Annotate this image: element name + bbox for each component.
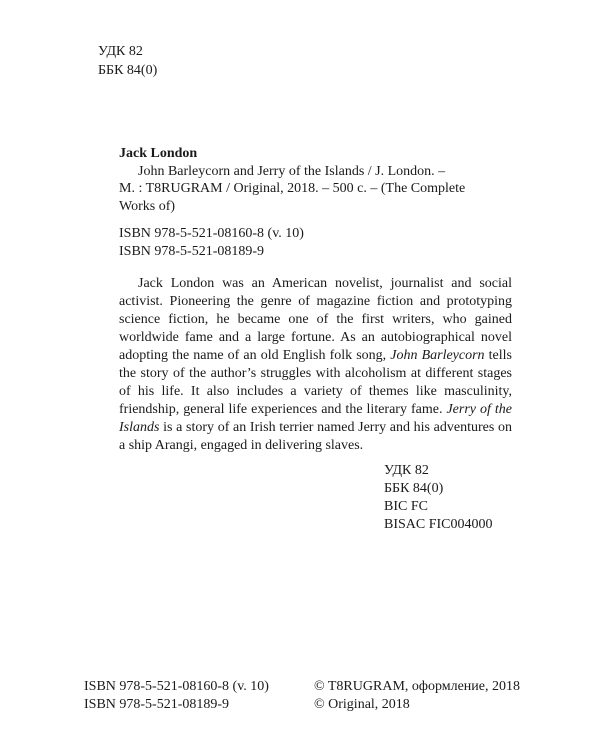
author-name: Jack London <box>119 146 198 161</box>
isbn-volume: ISBN 978-5-521-08160-8 (v. 10) <box>119 226 304 241</box>
annotation-text-1: Jack London was an American novelist, journalist and social activist. Pioneering the genre of magazine fiction and prototyping science fiction, he became one of the first writers, who gained worldwide fame and a large fortune. As an autobiographical novel adopting the name of an old English folk song, <box>119 276 512 363</box>
copyright-block <box>314 678 520 714</box>
catalog-line-2: M. : T8RUGRAM / Original, 2018. – 500 с. – (The Complete <box>119 181 466 196</box>
bisac-code: BISAC FIC004000 <box>384 517 493 532</box>
bic-code: BIC FC <box>384 499 428 514</box>
udk-code: УДК 82 <box>98 44 143 59</box>
copyright-original: © Original, 2018 <box>314 697 410 712</box>
annotation-paragraph <box>119 275 512 455</box>
copyright-design: © T8RUGRAM, оформление, 2018 <box>314 679 521 694</box>
bottom-isbn-set: ISBN 978-5-521-08189-9 <box>84 697 230 712</box>
right-classification <box>384 462 493 534</box>
top-classification <box>98 42 157 80</box>
annotation-title-jerry-of-the-islands: Jerry of the Islands <box>119 402 512 435</box>
bbk-code-right: ББК 84(0) <box>384 481 444 496</box>
bottom-isbn-volume: ISBN 978-5-521-08160-8 (v. 10) <box>84 679 269 694</box>
udk-code-right: УДК 82 <box>384 463 429 478</box>
annotation-text-3: is a story of an Irish terrier named Jerry and his adventures on a ship Arangi, engaged in delivering slaves. <box>119 420 512 453</box>
isbn-set: ISBN 978-5-521-08189-9 <box>119 244 265 259</box>
catalog-line-1: John Barleycorn and Jerry of the Islands / J. London. – <box>138 163 446 179</box>
annotation-title-john-barleycorn: John Barleycorn <box>390 348 485 363</box>
catalog-entry <box>119 145 512 215</box>
isbn-block <box>119 225 304 261</box>
bottom-isbn-block <box>84 678 269 714</box>
catalog-line-3: Works of) <box>119 198 176 214</box>
bbk-code: ББК 84(0) <box>98 63 158 78</box>
annotation-text-2: tells the story of the author’s struggles with alcoholism at different stages of his life. It also includes a variety of themes like masculinity, friendship, general life experiences and the literary fame. <box>119 348 512 417</box>
